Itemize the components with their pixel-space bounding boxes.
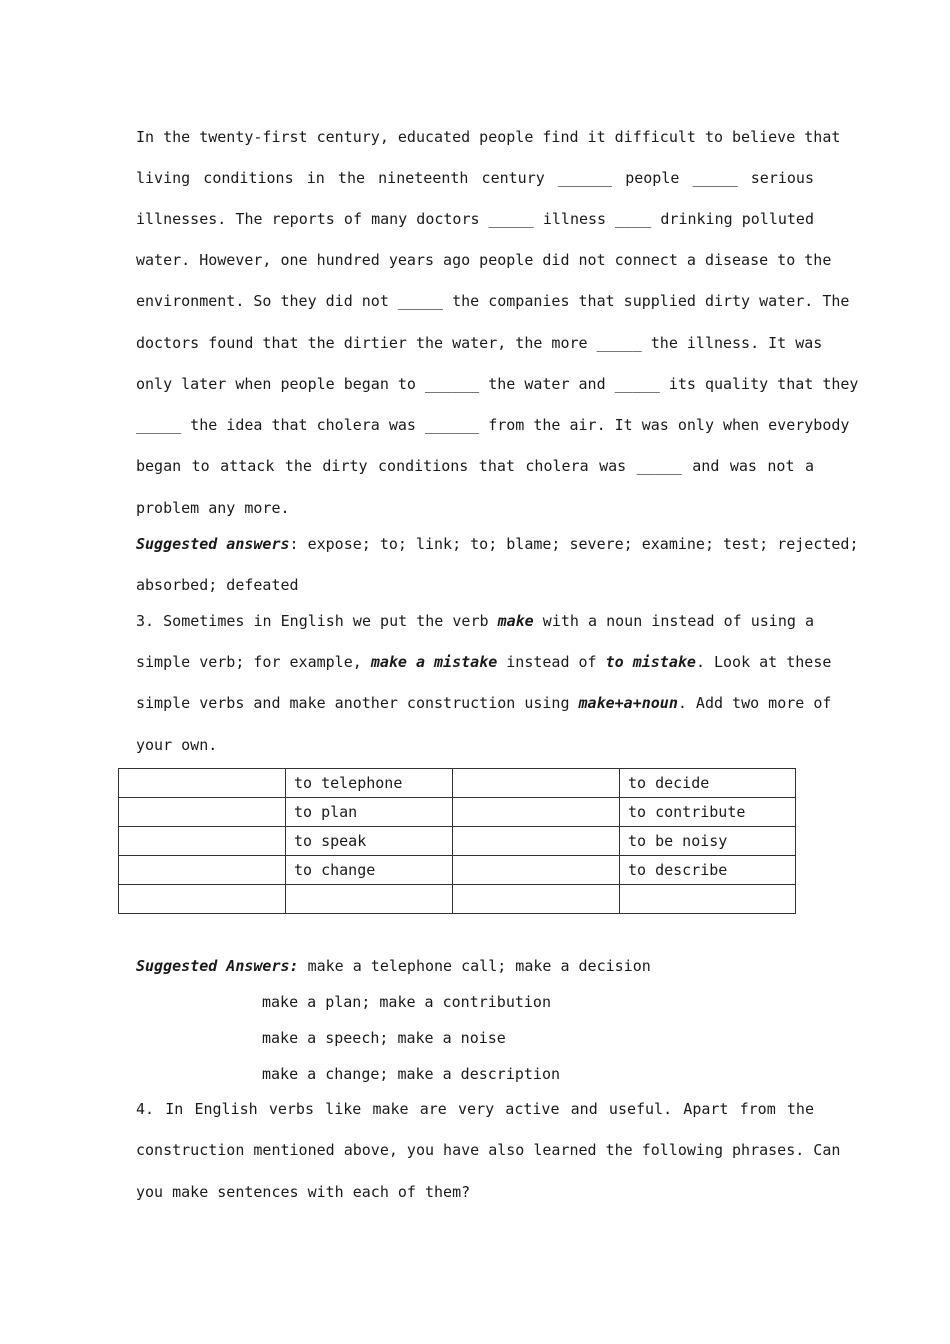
question-3-line — [136, 693, 832, 713]
table-cell — [119, 798, 286, 827]
q3-emphasis: make a mistake — [370, 653, 498, 671]
table-cell: to speak — [286, 827, 453, 856]
table-cell — [119, 827, 286, 856]
passage-line: living conditions in the nineteenth century ______ people _____ serious — [136, 169, 814, 187]
q3-text: . Add two more of — [677, 694, 832, 712]
passage-line: environment. So they did not _____ the companies that supplied dirty water. The — [136, 292, 850, 310]
table-cell: to describe — [620, 856, 796, 885]
passage-line: water. However, one hundred years ago people did not connect a disease to the — [136, 251, 832, 269]
table-cell — [453, 885, 620, 914]
passage-line: only later when people began to ______ the water and _____ its quality that they — [136, 375, 859, 393]
passage-line: problem any more. — [136, 499, 290, 517]
suggested-answers-line: absorbed; defeated — [136, 576, 299, 594]
suggested-answers-q3-label: Suggested Answers: — [136, 957, 299, 975]
passage-line: In the twenty-first century, educated people find it difficult to believe that — [136, 128, 841, 146]
table-cell — [453, 769, 620, 798]
q3-emphasis: make+a+noun — [578, 694, 678, 712]
question-4-line: you make sentences with each of them? — [136, 1183, 471, 1201]
answer-text: make a telephone call; make a decision — [298, 957, 651, 975]
table-cell — [453, 856, 620, 885]
verb-table — [118, 768, 796, 914]
q3-emphasis: make — [497, 612, 534, 630]
question-3-line: your own. — [136, 736, 218, 754]
question-3-line — [136, 652, 832, 672]
q3-text: instead of — [497, 653, 606, 671]
question-3-line — [136, 611, 814, 631]
q3-text: simple verb; for example, — [136, 653, 371, 671]
answer-line: make a speech; make a noise — [262, 1029, 506, 1047]
table-row — [119, 769, 796, 798]
table-cell: to telephone — [286, 769, 453, 798]
answer-line: make a change; make a description — [262, 1065, 561, 1083]
table-cell — [620, 885, 796, 914]
q3-emphasis: to mistake — [605, 653, 696, 671]
suggested-answers-q3-line — [136, 956, 651, 976]
table-row — [119, 827, 796, 856]
table-cell: to plan — [286, 798, 453, 827]
question-4-line: construction mentioned above, you have also learned the following phrases. Can — [136, 1141, 841, 1159]
q3-text: . Look at these — [695, 653, 832, 671]
passage-line: _____ the idea that cholera was ______ from the air. It was only when everybody — [136, 416, 850, 434]
table-row — [119, 885, 796, 914]
table-cell — [453, 798, 620, 827]
passage-line: doctors found that the dirtier the water, the more _____ the illness. It was — [136, 334, 823, 352]
table-row — [119, 856, 796, 885]
table-cell: to contribute — [620, 798, 796, 827]
table-cell — [119, 856, 286, 885]
suggested-answers-text: : expose; to; link; to; blame; severe; examine; test; rejected; — [289, 535, 859, 553]
suggested-answers-label: Suggested answers — [136, 535, 290, 553]
q3-text: with a noun instead of using a — [533, 612, 814, 630]
table-cell — [453, 827, 620, 856]
passage-line: illnesses. The reports of many doctors _____ illness ____ drinking polluted — [136, 210, 814, 228]
q3-text: simple verbs and make another construction using — [136, 694, 579, 712]
table-cell — [119, 769, 286, 798]
table-cell — [119, 885, 286, 914]
table-row — [119, 798, 796, 827]
suggested-answers-line — [136, 534, 859, 554]
table-cell: to change — [286, 856, 453, 885]
q3-text: 3. Sometimes in English we put the verb — [136, 612, 498, 630]
answer-line: make a plan; make a contribution — [262, 993, 551, 1011]
question-4-line: 4. In English verbs like make are very active and useful. Apart from the — [136, 1100, 814, 1118]
table-cell: to be noisy — [620, 827, 796, 856]
passage-line: began to attack the dirty conditions that cholera was _____ and was not a — [136, 457, 814, 475]
table-cell: to decide — [620, 769, 796, 798]
table-cell — [286, 885, 453, 914]
